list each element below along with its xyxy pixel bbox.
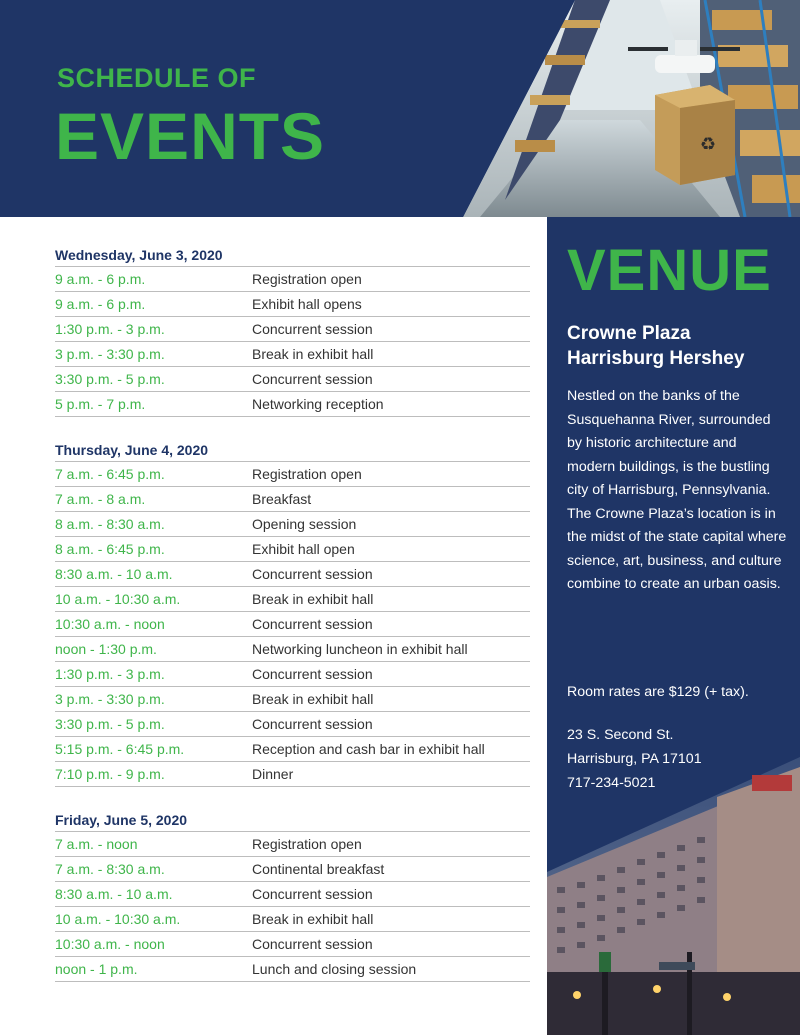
schedule-row [55,737,530,762]
session-time: 7 a.m. - noon [55,836,138,852]
session-time: 10 a.m. - 10:30 a.m. [55,591,181,607]
day-heading: Friday, June 5, 2020 [55,809,530,832]
schedule-row [55,537,530,562]
schedule-row [55,882,530,907]
venue-panel [547,217,800,1035]
session-event: Break in exhibit hall [252,691,374,707]
session-time: 1:30 p.m. - 3 p.m. [55,666,165,682]
session-event: Reception and cash bar in exhibit hall [252,741,485,757]
schedule-row [55,687,530,712]
day-spacer [55,417,530,439]
svg-text:♻: ♻ [700,134,717,155]
session-time: 10:30 a.m. - noon [55,616,165,632]
session-event: Registration open [252,836,362,852]
session-time: 3 p.m. - 3:30 p.m. [55,691,165,707]
address-street: 23 S. Second St. [567,727,674,743]
session-event: Concurrent session [252,886,373,902]
schedule-row [55,857,530,882]
hotel-building-photo [547,757,800,1035]
session-event: Dinner [252,766,294,782]
session-time: 7 a.m. - 8 a.m. [55,491,146,507]
venue-name-line1: Crowne Plaza [567,323,691,344]
phone-number: 717-234-5021 [567,775,656,791]
day-spacer [55,787,530,809]
schedule-row [55,292,530,317]
session-time: noon - 1:30 p.m. [55,641,157,657]
session-time: noon - 1 p.m. [55,961,138,977]
schedule-row [55,367,530,392]
schedule-row [55,392,530,417]
session-time: 8 a.m. - 8:30 a.m. [55,516,165,532]
schedule-row [55,342,530,367]
session-time: 1:30 p.m. - 3 p.m. [55,321,165,337]
schedule-row [55,662,530,687]
session-time: 5:15 p.m. - 6:45 p.m. [55,741,185,757]
schedule-row [55,317,530,342]
session-event: Break in exhibit hall [252,911,374,927]
header-title-line2: EVENTS [55,99,326,173]
session-time: 9 a.m. - 6 p.m. [55,271,146,287]
session-event: Exhibit hall open [252,541,355,557]
venue-description: Nestled on the banks of the Susquehanna River, surrounded by historic architecture and modern buildings, is the bustling city of Harrisburg, Pennsylvania. The Crowne Plaza’s location is in the midst of the state capital where science, art, business, and culture combine to create an urban oasis. [567,388,787,592]
session-time: 9 a.m. - 6 p.m. [55,296,146,312]
venue-name [567,321,792,371]
schedule-row [55,562,530,587]
day-heading: Thursday, June 4, 2020 [55,439,530,462]
session-time: 7 a.m. - 8:30 a.m. [55,861,165,877]
day-thursday [55,439,530,787]
day-friday [55,809,530,982]
session-event: Concurrent session [252,716,373,732]
session-event: Break in exhibit hall [252,591,374,607]
session-event: Concurrent session [252,936,373,952]
schedule [55,244,530,982]
session-event: Break in exhibit hall [252,346,374,362]
venue-name-line2: Harrisburg Hershey [567,348,745,369]
session-time: 8:30 a.m. - 10 a.m. [55,886,173,902]
session-time: 10 a.m. - 10:30 a.m. [55,911,181,927]
header-banner [0,0,800,217]
schedule-row [55,907,530,932]
schedule-row [55,462,530,487]
session-time: 3:30 p.m. - 5 p.m. [55,371,165,387]
schedule-row [55,512,530,537]
schedule-row [55,487,530,512]
venue-room-rates: Room rates are $129 (+ tax). [567,684,749,700]
schedule-row [55,832,530,857]
schedule-row [55,957,530,982]
session-event: Registration open [252,271,362,287]
session-event: Continental breakfast [252,861,385,877]
day-wednesday [55,244,530,417]
header-title-line1: SCHEDULE OF [57,63,257,93]
session-event: Concurrent session [252,666,373,682]
session-time: 5 p.m. - 7 p.m. [55,396,146,412]
schedule-row [55,932,530,957]
schedule-row [55,612,530,637]
session-time: 3:30 p.m. - 5 p.m. [55,716,165,732]
schedule-row [55,712,530,737]
schedule-row [55,587,530,612]
session-event: Networking luncheon in exhibit hall [252,641,468,657]
session-event: Concurrent session [252,566,373,582]
schedule-row [55,637,530,662]
session-time: 7 a.m. - 6:45 p.m. [55,466,165,482]
session-event: Breakfast [252,491,312,507]
day-heading: Wednesday, June 3, 2020 [55,244,530,267]
session-time: 7:10 p.m. - 9 p.m. [55,766,165,782]
session-event: Concurrent session [252,616,373,632]
session-time: 8:30 a.m. - 10 a.m. [55,566,173,582]
schedule-row [55,267,530,292]
session-event: Concurrent session [252,371,373,387]
schedule-row [55,762,530,787]
session-time: 10:30 a.m. - noon [55,936,165,952]
session-event: Networking reception [252,396,384,412]
session-event: Concurrent session [252,321,373,337]
session-event: Registration open [252,466,362,482]
session-event: Opening session [252,516,357,532]
session-event: Exhibit hall opens [252,296,362,312]
session-time: 3 p.m. - 3:30 p.m. [55,346,165,362]
venue-title: VENUE [567,238,772,303]
session-time: 8 a.m. - 6:45 p.m. [55,541,165,557]
session-event: Lunch and closing session [252,961,417,977]
address-city: Harrisburg, PA 17101 [567,751,702,767]
